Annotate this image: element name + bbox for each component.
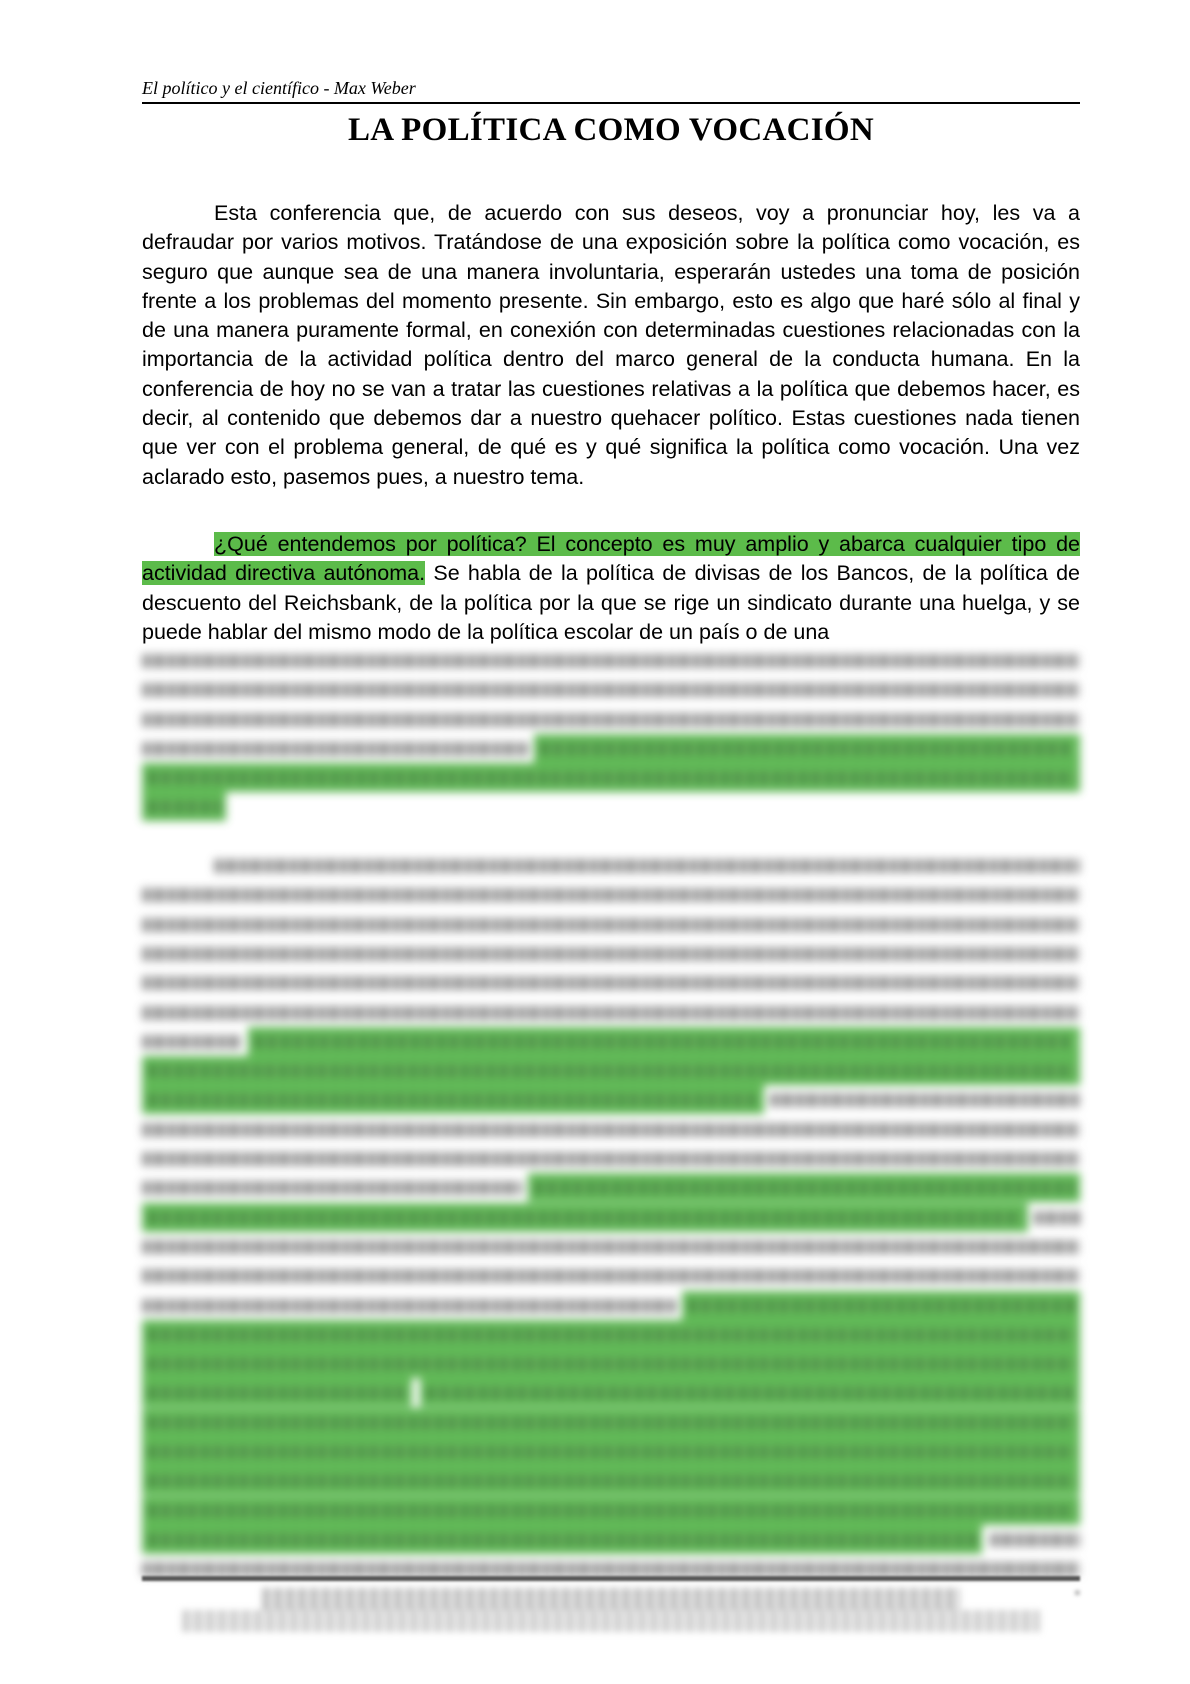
highlight-block[interactable] — [142, 1437, 1080, 1466]
paragraph-2-text: Se habla de la política de divisas de los Bancos, de la política de descuento del Reichsbank, de la política por la que se rige un sindicato durante una huelga, y se puede hablar del mismo modo de la política escolar de un país o de una — [142, 561, 1080, 644]
highlight-block[interactable] — [142, 1056, 1080, 1085]
highlight-block[interactable] — [142, 1496, 1080, 1525]
blurred-text-region — [142, 646, 1080, 1584]
running-head: El político y el científico - Max Weber — [142, 78, 1080, 104]
page-number-blurred: ▪ — [1075, 1586, 1080, 1601]
highlight-block[interactable] — [142, 1378, 412, 1407]
highlight-block[interactable] — [534, 734, 1080, 763]
highlight-block[interactable] — [142, 792, 226, 821]
highlight-block[interactable] — [142, 1349, 1080, 1378]
highlight-block[interactable] — [142, 1085, 764, 1114]
highlight-block[interactable] — [682, 1291, 1080, 1320]
highlight-block[interactable] — [142, 763, 1080, 792]
highlight-block[interactable] — [420, 1378, 1080, 1407]
highlight-block[interactable] — [142, 1466, 1080, 1495]
highlight-block[interactable] — [248, 1027, 1080, 1056]
highlight-block[interactable] — [528, 1173, 1080, 1202]
paragraph-2 — [142, 530, 1080, 647]
highlight-block[interactable] — [142, 1203, 1028, 1232]
highlight-block[interactable] — [142, 1408, 1080, 1437]
highlight-block[interactable] — [142, 1320, 1080, 1349]
footer-rule — [142, 1576, 1080, 1581]
footer-blurred — [142, 1588, 1080, 1632]
highlight-block[interactable] — [142, 1525, 982, 1554]
highlighted-sentence[interactable]: ¿Qué entendemos por política? El concepto es muy amplio y abarca cualquier tipo de actividad directiva autónoma. — [142, 532, 1080, 586]
paragraph-1: Esta conferencia que, de acuerdo con sus deseos, voy a pronunciar hoy, les va a defraudar por varios motivos. Tratándose de una exposición sobre la política como vocación, es seguro que aunque sea de una manera involuntaria, esperarán ustedes una toma de posición frente a los problemas del momento presente. Sin embargo, esto es algo que haré sólo al final y de una manera puramente formal, en conexión con determinadas cuestiones relacionadas con la importancia de la actividad política dentro del marco general de la conducta humana. En la conferencia de hoy no se van a tratar las cuestiones relativas a la política que debemos hacer, es decir, al contenido que debemos dar a nuestro quehacer político. Estas cuestiones nada tienen que ver con el problema general, de qué es y qué significa la política como vocación. Una vez aclarado esto, pasemos pues, a nuestro tema. — [142, 201, 1080, 489]
page-title: LA POLÍTICA COMO VOCACIÓN — [347, 112, 875, 148]
